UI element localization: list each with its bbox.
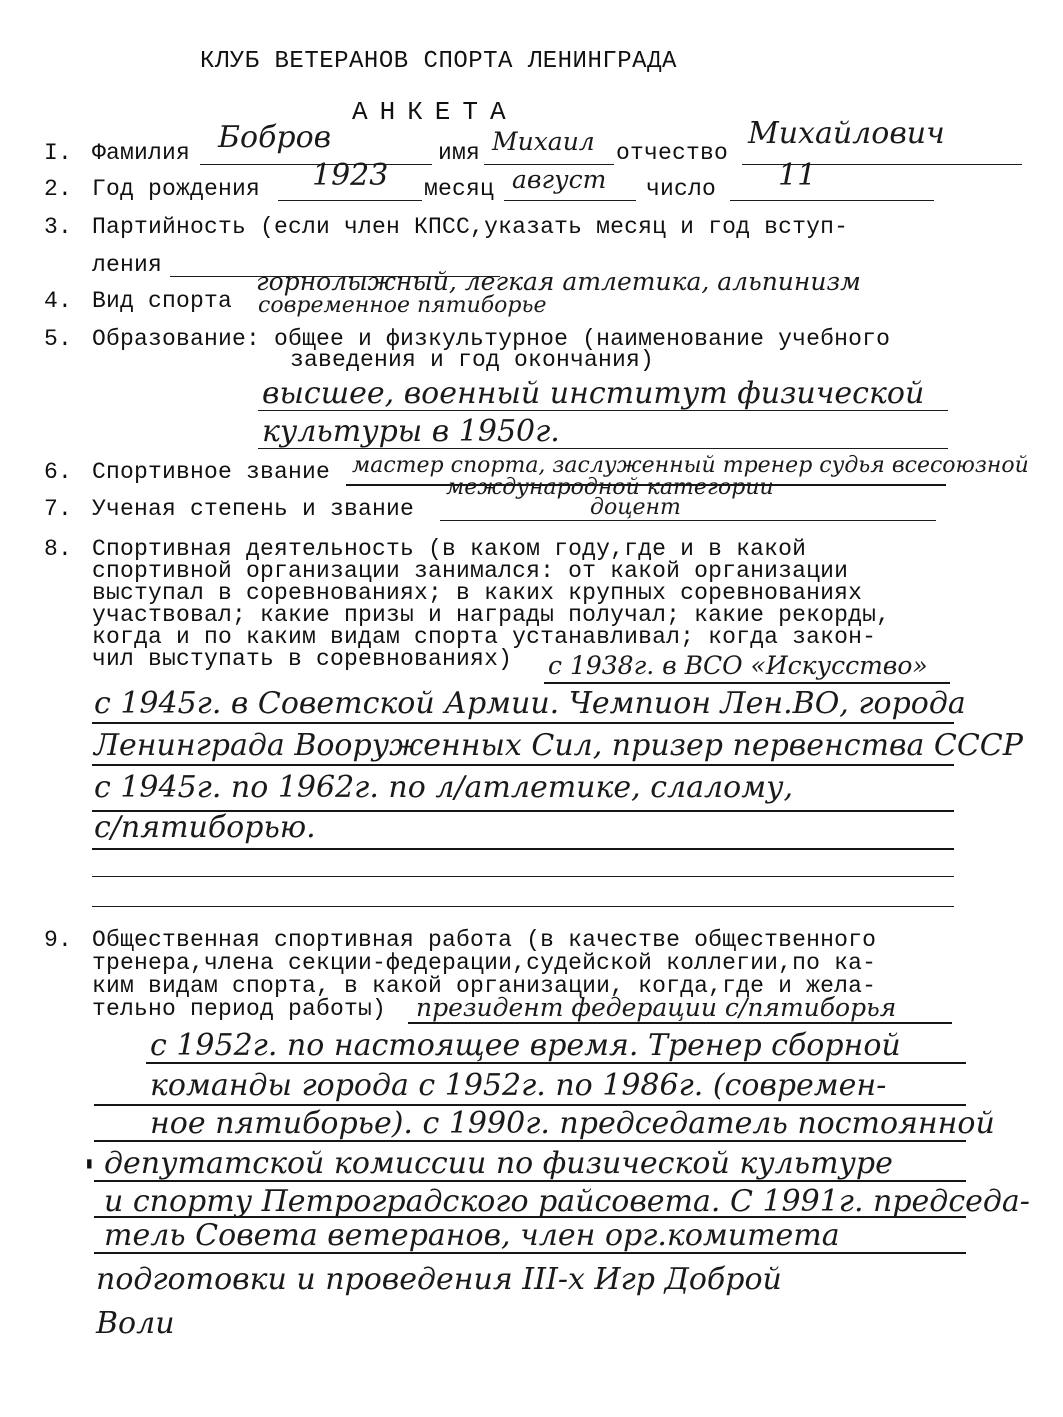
q9-question-line3: ким видам спорта, в какой организации, когда,где и жела- [92,973,877,999]
q8-question-line5: когда и по каким видам спорта устанавливал; когда закон- [92,624,877,650]
q8-answer-underline5 [92,848,954,850]
q9-question-line1: Общественная спортивная работа (в качестве общественного [92,927,877,953]
q9-question-line2: тренера,члена секции-федерации,судейской коллегии,по ка- [92,950,877,976]
q4-answer-line2: современное пятиборье [258,293,547,318]
q9-answer-underline1 [408,1022,952,1024]
q7-answer-line1: международной категории [446,475,774,500]
q4-answer-line1: горнолыжный, легкая атлетика, альпинизм [256,267,861,296]
q7-answer-underline [440,520,936,521]
q8-question-line1: Спортивная деятельность (в каком году,где и в какой [92,536,807,562]
q9-answer-line1: президент федерации с/пятиборья [416,993,897,1022]
q9-answer-line5: депутатской комиссии по физической культуре [104,1146,893,1181]
q5-answer-line1: высшее, военный институт физической [262,376,925,411]
q9-answer-line7: тель Совета ветеранов, член орг.комитета [104,1218,840,1253]
q1-name-answer: Михаил [492,127,595,156]
q8-question-line2: спортивной организации занимался: от какой организации [92,558,849,584]
q9-answer-underline5 [94,1180,966,1182]
q1-patronymic-answer: Михайлович [748,116,945,151]
q3-question-line1: Партийность (если член КПСС,указать месяц и год вступ- [92,214,849,240]
q3-number: 3. [44,214,73,240]
q5-answer-underline2 [258,448,948,449]
q2-day-answer: 11 [778,158,817,193]
q8-answer-underline3 [92,764,954,766]
q2-month-answer: август [512,165,607,194]
q9-answer-line4: ное пятиборье). с 1990г. председатель постоянной [150,1106,995,1141]
q8-number: 8. [44,536,73,562]
q2-month-label: месяц [424,176,495,202]
q9-answer-line8: подготовки и проведения III-х Игр Доброй [96,1262,782,1297]
q8-question-line6: чил выступать в соревнованиях) [92,646,513,672]
q8-question-line4: участвовал; какие призы и награды получал; какие рекорды, [92,602,891,628]
q9-answer-line6: и спорту Петроградского райсовета. С 1991г. председа- [104,1184,1030,1219]
q8-answer-line3: Ленинграда Вооруженных Сил, призер первенства СССР [94,728,1023,763]
q9-answer-underline2 [146,1062,966,1064]
q8-blank-line1 [92,876,954,877]
q8-answer-underline1 [544,682,950,684]
q2-year-answer: 1923 [312,158,389,193]
q9-answer-line9: Воли [96,1306,175,1341]
margin-tick-mark: ▮ [86,1156,93,1170]
q8-answer-line2: с 1945г. в Советской Армии. Чемпион Лен.ВО, города [94,686,966,721]
q2-day-label: число [646,176,717,202]
q1-surname-label: Фамилия [92,140,191,166]
q7-answer-line2: доцент [590,495,681,520]
q8-blank-line2 [92,906,954,907]
q4-label: Вид спорта [92,288,233,314]
q5-question-line2: заведения и год окончания) [290,347,655,373]
q9-question-line4: тельно период работы) [92,996,387,1022]
q8-answer-underline2 [92,722,954,724]
q8-answer-line5: с/пятиборью. [94,810,316,845]
q7-label: Ученая степень и звание [92,496,415,522]
q5-answer-line2: культуры в 1950г. [262,414,560,449]
q2-year-label: Год рождения [92,176,261,202]
q2-month-underline [504,200,636,201]
q9-answer-underline7 [94,1252,966,1254]
q6-number: 6. [44,459,73,485]
q1-number: I. [44,140,73,166]
q3-question-line2: ления [92,252,163,278]
q7-number: 7. [44,496,73,522]
q5-answer-underline1 [258,410,948,411]
q2-day-underline [730,200,934,201]
q9-answer-line3: команды города с 1952г. по 1986г. (современ- [150,1068,887,1103]
q8-answer-line1: с 1938г. в ВСО «Искусство» [548,651,928,680]
q1-surname-answer: Бобров [218,120,332,155]
q5-question-line1: Образование: общее и физкультурное (наименование учебного [92,326,891,352]
q8-answer-line4: с 1945г. по 1962г. по л/атлетике, слалому, [94,770,794,805]
q2-year-underline [278,200,422,201]
q4-number: 4. [44,288,73,314]
q5-number: 5. [44,326,73,352]
form-title: АНКЕТА [352,97,518,127]
q1-name-label: имя [438,140,481,166]
q6-answer: мастер спорта, заслуженный тренер судья всесоюзной [352,453,1029,478]
club-header: КЛУБ ВЕТЕРАНОВ СПОРТА ЛЕНИНГРАДА [200,48,677,75]
q2-number: 2. [44,176,73,202]
q9-answer-line2: с 1952г. по настоящее время. Тренер сборной [150,1028,901,1063]
q6-label: Спортивное звание [92,459,331,485]
q8-question-line3: выступал в соревнованиях; в каких крупных соревнованиях [92,580,863,606]
q9-number: 9. [44,927,73,953]
q9-answer-underline4 [94,1140,966,1142]
q1-patronymic-label: отчество [616,140,729,166]
